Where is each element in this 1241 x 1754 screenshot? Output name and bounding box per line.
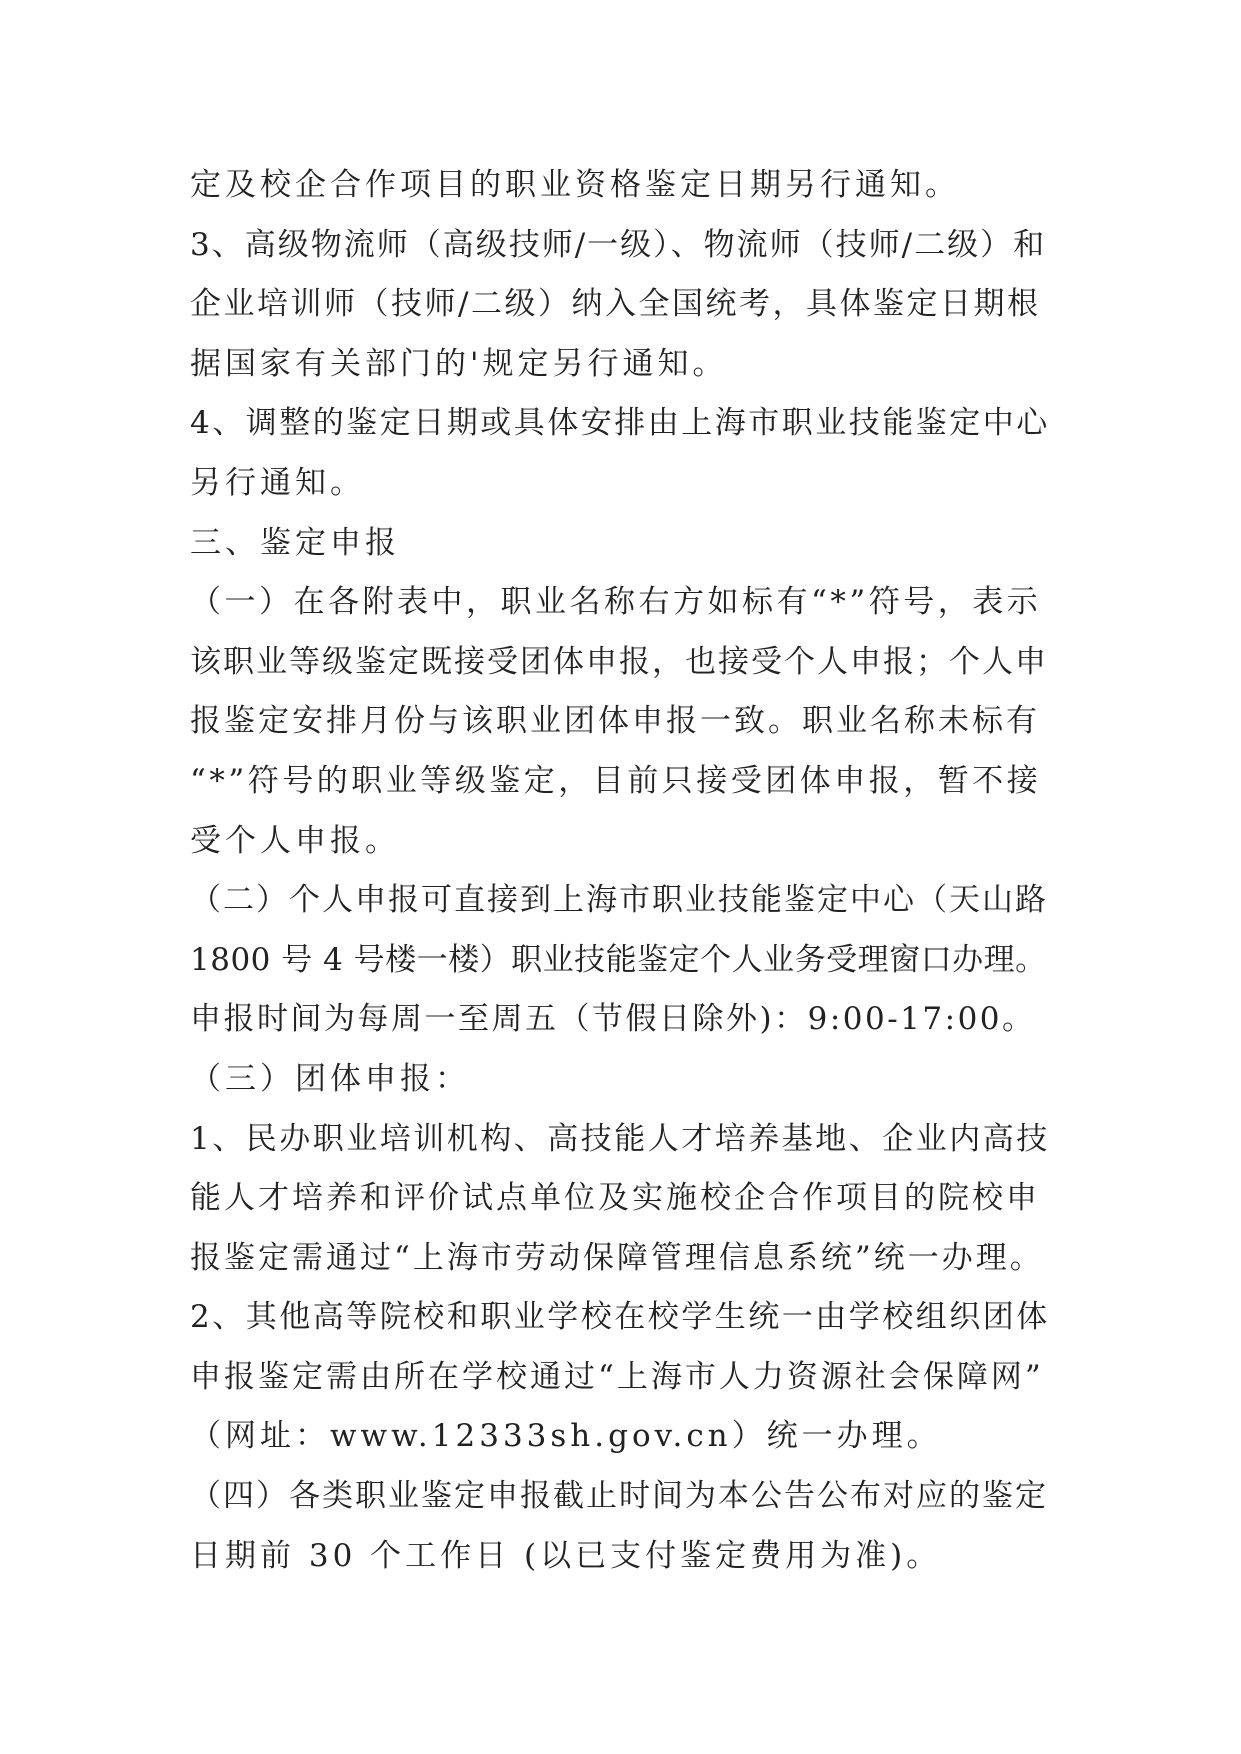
text-line: “*”符号的职业等级鉴定，目前只接受团体申报，暂不接 [190, 762, 1042, 799]
text-line: 报鉴定需通过“上海市劳动保障管理信息系统”统一办理。 [190, 1239, 1044, 1276]
text-line: 日期前 30 个工作日 (以已支付鉴定费用为准)。 [190, 1537, 942, 1574]
text-line: 受个人申报。 [190, 822, 400, 859]
text-line: 3、高级物流师（高级技师/一级）、物流师（技师/二级）和 [190, 226, 1047, 263]
text-line: （二）个人申报可直接到上海市职业技能鉴定中心（天山路 [190, 882, 1048, 919]
text-line: 申报鉴定需由所在学校通过“上海市人力资源社会保障网” [190, 1358, 1044, 1395]
text-line: （四）各类职业鉴定申报截止时间为本公告公布对应的鉴定 [190, 1478, 1048, 1515]
document-body [190, 156, 1050, 1586]
section-heading: 三、鉴定申报 [190, 524, 400, 561]
text-line: （网址：www.12333sh.gov.cn）统一办理。 [190, 1418, 942, 1455]
text-line: 1800 号 4 号楼一楼）职业技能鉴定个人业务受理窗口办理。 [190, 941, 1047, 978]
text-line: 据国家有关部门的'规定另行通知。 [190, 345, 728, 382]
text-line: 另行通知。 [190, 464, 365, 501]
text-line: 能人才培养和评价试点单位及实施校企合作项目的院校申 [190, 1180, 1040, 1217]
text-line: 申报时间为每周一至周五（节假日除外)：9:00-17:00。 [190, 1001, 1036, 1038]
text-line: 1、民办职业培训机构、高技能人才培养基地、企业内高技 [190, 1120, 1050, 1157]
text-line: 定及校企合作项目的职业资格鉴定日期另行通知。 [190, 167, 960, 203]
text-line: （三）团体申报： [190, 1060, 470, 1097]
text-line: （一）在各附表中，职业名称右方如标有“*”符号，表示 [190, 584, 1042, 621]
text-line: 4、调整的鉴定日期或具体安排由上海市职业技能鉴定中心 [190, 405, 1050, 442]
text-line: 企业培训师（技师/二级）纳入全国统考，具体鉴定日期根 [190, 286, 1041, 323]
text-line: 报鉴定安排月份与该职业团体申报一致。职业名称未标有 [190, 703, 1040, 740]
text-line: 该职业等级鉴定既接受团体申报，也接受个人申报；个人申 [190, 643, 1048, 680]
text-line: 2、其他高等院校和职业学校在校学生统一由学校组织团体 [190, 1299, 1050, 1336]
